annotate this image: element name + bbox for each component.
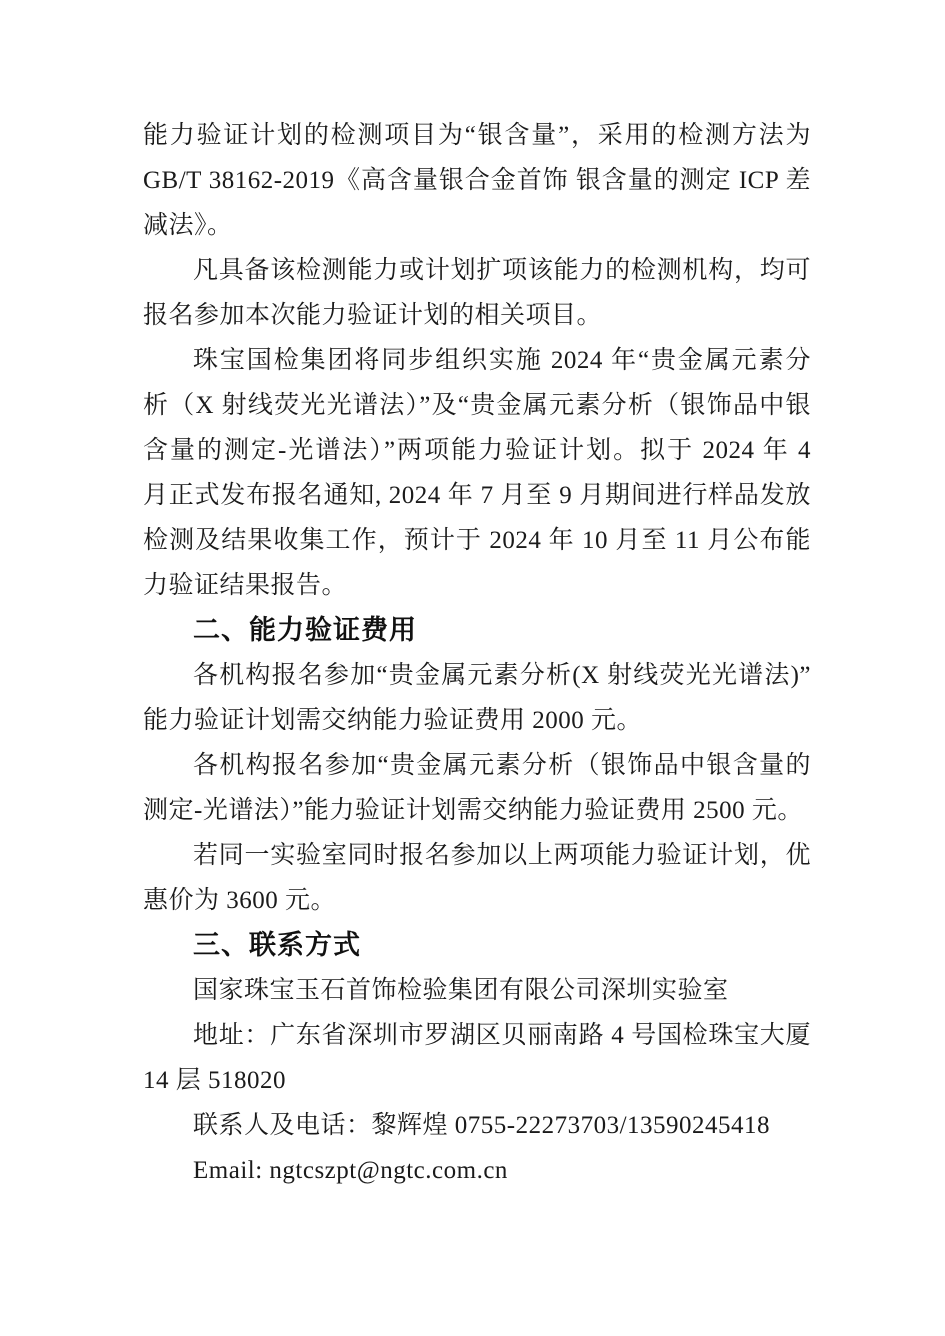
text-line: 地址：广东省深圳市罗湖区贝丽南路 4 号国检珠宝大厦 — [193, 1022, 811, 1049]
text-line: 含量的测定-光谱法）”两项能力验证计划。拟于 2024 年 4 — [143, 437, 811, 464]
text-line: Email: ngtcszpt@ngtc.com.cn — [193, 1157, 508, 1184]
text-line: 14 层 518020 — [143, 1067, 287, 1094]
document-body — [143, 113, 811, 1193]
text-line: 联系人及电话：黎辉煌 0755-22273703/13590245418 — [193, 1112, 771, 1139]
text-line: 测定-光谱法）”能力验证计划需交纳能力验证费用 2500 元。 — [143, 797, 803, 824]
text-line: 各机构报名参加“贵金属元素分析(X 射线荧光光谱法)” — [193, 662, 811, 689]
text-line: 能力验证计划的检测项目为“银含量”，采用的检测方法为 — [143, 122, 811, 149]
text-line: 凡具备该检测能力或计划扩项该能力的检测机构，均可 — [193, 257, 811, 284]
text-line: 月正式发布报名通知, 2024 年 7 月至 9 月期间进行样品发放 — [143, 482, 811, 509]
text-line: 减法》。 — [143, 212, 233, 239]
text-line: 惠价为 3600 元。 — [143, 887, 337, 914]
text-line: 力验证结果报告。 — [143, 572, 348, 599]
text-line: 检测及结果收集工作，预计于 2024 年 10 月至 11 月公布能 — [143, 527, 811, 554]
section-heading: 二、能力验证费用 — [193, 615, 417, 645]
text-line: 若同一实验室同时报名参加以上两项能力验证计划，优 — [193, 842, 811, 869]
text-line: 各机构报名参加“贵金属元素分析（银饰品中银含量的 — [193, 752, 811, 779]
text-line: 报名参加本次能力验证计划的相关项目。 — [143, 302, 603, 329]
text-line: 析（X 射线荧光光谱法）”及“贵金属元素分析（银饰品中银 — [143, 392, 811, 419]
text-line: 国家珠宝玉石首饰检验集团有限公司深圳实验室 — [193, 977, 729, 1004]
section-heading: 三、联系方式 — [193, 930, 361, 960]
text-line: 珠宝国检集团将同步组织实施 2024 年“贵金属元素分 — [193, 347, 811, 374]
text-line: GB/T 38162-2019《高含量银合金首饰 银含量的测定 ICP 差 — [143, 167, 811, 194]
text-line: 能力验证计划需交纳能力验证费用 2000 元。 — [143, 707, 643, 734]
